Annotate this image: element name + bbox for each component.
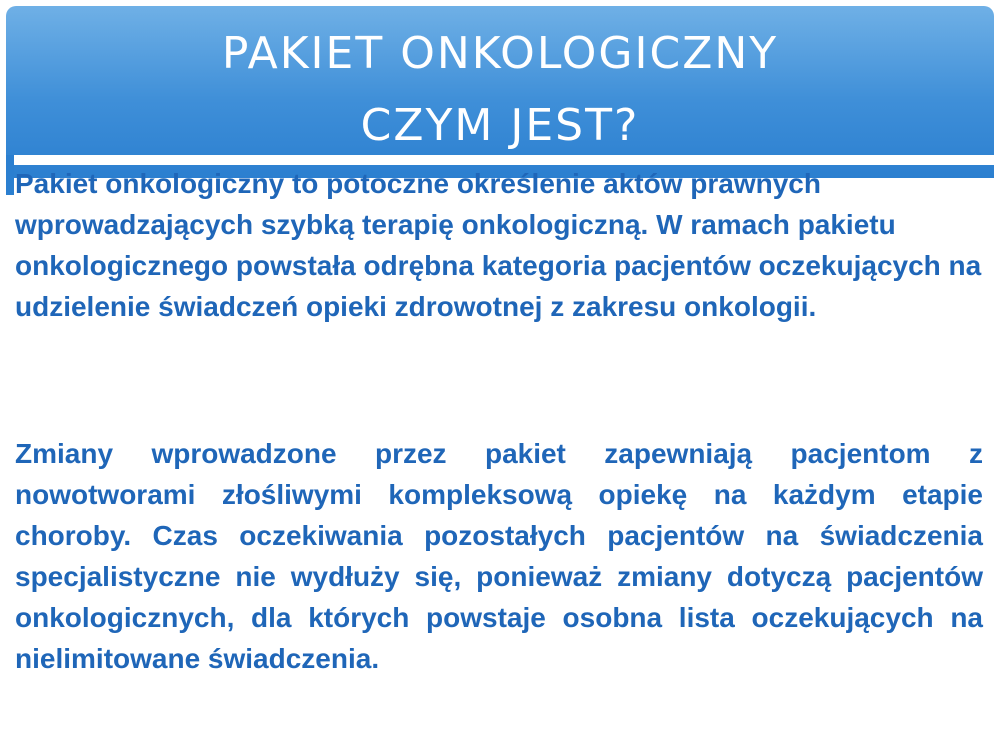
- header-title-line1: PAKIET ONKOLOGICZNY: [221, 28, 779, 79]
- accent-bar: [6, 155, 14, 195]
- paragraph-changes: Zmiany wprowadzone przez pakiet zapewniają pacjentom z nowotworami złośliwymi kompleksową opiekę na każdym etapie choroby. Czas oczekiwania pozostałych pacjentów na świadczenia specjalistyczne nie wydłuży się, ponieważ zmiany dotyczą pacjentów onkologicznych, dla których powstaje osobna lista oczekujących na nielimitowane świadczenia.: [15, 438, 983, 674]
- header-banner: [6, 6, 994, 178]
- paragraph-definition: Pakiet onkologiczny to potoczne określenie aktów prawnych wprowadzających szybką terapię onkologiczną. W ramach pakietu onkologicznego powstała odrębna kategoria pacjentów oczekujących na udzielenie świadczeń opieki zdrowotnej z zakresu onkologii.: [15, 168, 982, 322]
- header-title-line2: CZYM JEST?: [360, 100, 640, 151]
